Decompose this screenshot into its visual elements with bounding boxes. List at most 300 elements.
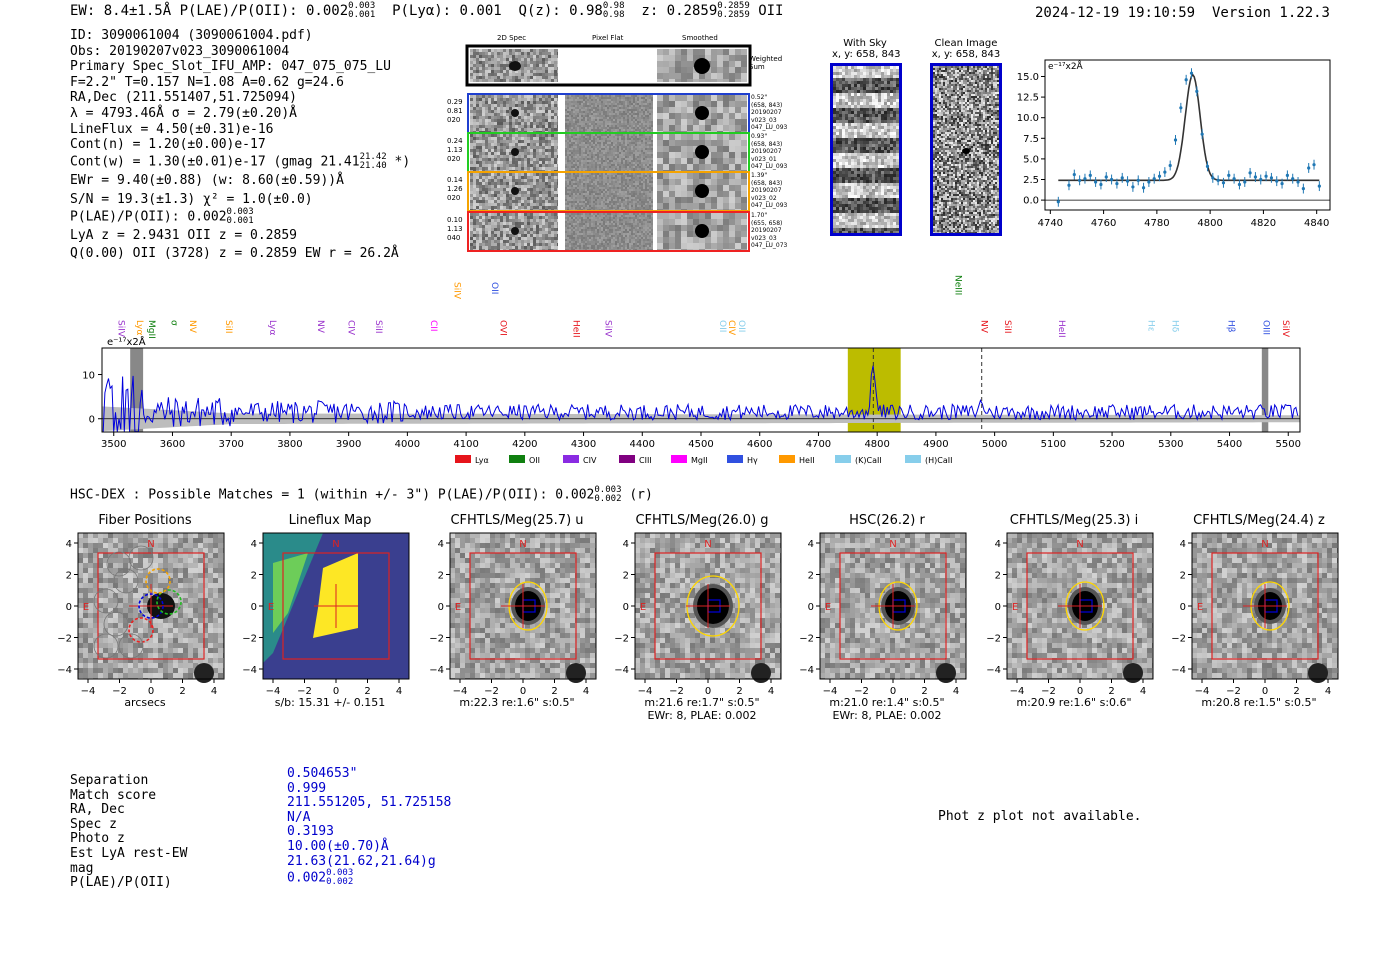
hsc-title-end: (r) bbox=[629, 487, 653, 503]
east-label: E bbox=[267, 602, 275, 613]
cutout-neighbor bbox=[1123, 663, 1143, 683]
stamp-smoothed-source bbox=[695, 224, 709, 238]
info-primary: Primary Spec_Slot_IFU_AMP: 047_075_075_LU bbox=[70, 59, 391, 75]
cutout-title: CFHTLS/Meg(25.3) i bbox=[1009, 513, 1139, 528]
spectrum-xtick-label: 4100 bbox=[453, 439, 479, 450]
cutout-image bbox=[50, 530, 218, 705]
zoom-ytick-label: 2.5 bbox=[1023, 175, 1039, 187]
spectrum-legend-label: MgII bbox=[691, 456, 708, 465]
zoom-data-point bbox=[1190, 72, 1193, 75]
zoom-data-point bbox=[1174, 138, 1177, 141]
match-row-value-text: 10.00(±0.70)Å bbox=[287, 838, 389, 854]
info-contw bbox=[70, 153, 410, 173]
cutout-ytick-label: −2 bbox=[1171, 633, 1186, 645]
spectrum-line-label: HeII bbox=[570, 320, 581, 338]
spectrum-ytick-label: 10 bbox=[82, 370, 95, 382]
stamp-right-value: 0.52" bbox=[751, 94, 768, 101]
zoom-ytick-label: 12.5 bbox=[1016, 92, 1039, 104]
cutout-xtick-label: −4 bbox=[1009, 686, 1025, 697]
spectrum-line-label: Lyα bbox=[134, 320, 145, 336]
spectrum-xtick-label: 3700 bbox=[218, 439, 244, 450]
stamp-right-value: 0.93" bbox=[751, 133, 768, 140]
weighted-smoothed-source bbox=[694, 58, 710, 74]
clean-image-coords: x, y: 658, 843 bbox=[931, 49, 1001, 60]
cutout-image bbox=[979, 530, 1147, 705]
east-label: E bbox=[824, 602, 832, 613]
east-label: E bbox=[82, 602, 90, 613]
spectrum-xtick-label: 5400 bbox=[1216, 439, 1243, 450]
cutout-ytick-label: −4 bbox=[57, 665, 72, 676]
cutout-xtick-label: −2 bbox=[1226, 686, 1241, 697]
zoom-data-point bbox=[1078, 179, 1081, 182]
cutout-caption-line1: m:20.8 re:1.5" s:0.5" bbox=[1201, 696, 1317, 709]
cutout-xtick-label: 0 bbox=[147, 686, 155, 697]
stamp-right-value: v023_02 bbox=[751, 194, 777, 202]
spectrum-legend-label: CIII bbox=[639, 456, 652, 465]
cutout-xtick-label: 0 bbox=[704, 686, 712, 697]
cutout-ytick-label: 2 bbox=[994, 570, 1001, 582]
cutout-xtick-label: 4 bbox=[767, 686, 775, 697]
match-table-values bbox=[287, 767, 451, 887]
spectrum-xtick-label: 4300 bbox=[570, 439, 597, 450]
spectrum-xtick-label: 3600 bbox=[159, 439, 186, 450]
cutout-caption-line1: m:20.9 re:1.6" s:0.6" bbox=[1016, 696, 1132, 709]
match-row-value-text: N/A bbox=[287, 809, 311, 825]
spectrum-line-label: MgII bbox=[145, 320, 156, 339]
zoom-data-point bbox=[1067, 184, 1070, 187]
match-row-value-text: 0.002 bbox=[287, 870, 327, 886]
match-row-value bbox=[287, 869, 451, 887]
cutout-xtick-label: −2 bbox=[112, 686, 127, 697]
info-contw-end: *) bbox=[394, 154, 411, 170]
cutout-xtick-label: 4 bbox=[1139, 686, 1147, 697]
zoom-data-point bbox=[1142, 186, 1145, 189]
match-row-value-text: 21.63(21.62,21.64)g bbox=[287, 853, 436, 869]
info-lya: LyA z = 2.9431 OII z = 0.2859 bbox=[70, 227, 297, 243]
zoom-data-point bbox=[1217, 179, 1220, 182]
cutout-title: Fiber Positions bbox=[98, 513, 192, 528]
stamp-gap bbox=[653, 95, 657, 132]
with-sky-header bbox=[832, 38, 901, 60]
cutout-xtick-label: 0 bbox=[1076, 686, 1084, 697]
spectrum-xtick-label: 4900 bbox=[923, 439, 949, 450]
spectrum-legend-swatch bbox=[905, 455, 921, 463]
cutout-ytick-label: 0 bbox=[1179, 602, 1186, 613]
photz-note: Phot z plot not available. bbox=[938, 809, 1142, 824]
stamp-gap bbox=[560, 173, 565, 210]
spectrum-line-label: OIII bbox=[1260, 320, 1271, 336]
zoom-data-point bbox=[1057, 200, 1060, 203]
cutout-xtick-label: 4 bbox=[582, 686, 590, 697]
north-label: N bbox=[889, 539, 897, 550]
cutout-xtick-label: −4 bbox=[452, 686, 468, 697]
match-row-value-text: 0.999 bbox=[287, 780, 327, 796]
spectrum-xtick-label: 4600 bbox=[746, 439, 773, 450]
cutout-xtick-label: 4 bbox=[952, 686, 960, 697]
stamp-left-value: 1.13 bbox=[447, 225, 463, 233]
spec-stamps-panel bbox=[445, 33, 790, 258]
info-ewr: EWr = 9.40(±0.88) (w: 8.60(±0.59))Å bbox=[70, 172, 344, 188]
match-row-label: Est LyA rest-EW bbox=[70, 845, 188, 861]
cutout-ytick-label: 4 bbox=[807, 539, 814, 550]
zoom-data-point bbox=[1291, 177, 1294, 180]
spectrum-xtick-label: 5000 bbox=[981, 439, 1008, 450]
cutout-ytick-label: −4 bbox=[799, 665, 814, 676]
zoom-data-point bbox=[1110, 178, 1113, 181]
zoom-data-point bbox=[1211, 176, 1214, 179]
spectrum-line-label: SiIV bbox=[602, 320, 613, 338]
match-table-labels bbox=[70, 774, 187, 891]
spectrum-xtick-label: 4800 bbox=[864, 439, 890, 450]
hsc-title bbox=[70, 486, 653, 504]
header-z: z: 0.2859 bbox=[641, 3, 718, 19]
stamp-right-value: 047_LU_093 bbox=[751, 202, 788, 209]
cutout-caption bbox=[617, 696, 787, 722]
stamp-left-value: 1.26 bbox=[447, 185, 463, 193]
header-plae-sup: 0.003 bbox=[348, 1, 376, 11]
spectrum-xtick-label: 3500 bbox=[101, 439, 127, 450]
cutout-ytick-label: 2 bbox=[250, 570, 257, 582]
cutout-xtick-label: −4 bbox=[637, 686, 653, 697]
zoom-data-point bbox=[1312, 163, 1315, 166]
info-id: ID: 3090061004 (3090061004.pdf) bbox=[70, 28, 313, 43]
cutout-neighbor bbox=[1308, 663, 1328, 683]
zoom-data-point bbox=[1259, 178, 1262, 181]
stamp-gap bbox=[653, 213, 657, 250]
header-plae-frac bbox=[348, 2, 375, 20]
zoom-data-point bbox=[1185, 78, 1188, 81]
zoom-data-point bbox=[1206, 165, 1209, 168]
cutout-xtick-label: −4 bbox=[265, 686, 281, 697]
east-label: E bbox=[1196, 602, 1204, 613]
spectrum-legend-label: Hγ bbox=[747, 456, 758, 465]
spectrum-xtick-label: 5300 bbox=[1158, 439, 1184, 450]
cutout-xtick-label: 0 bbox=[1261, 686, 1269, 697]
zoom-data-point bbox=[1201, 133, 1204, 136]
cutout-ytick-label: 4 bbox=[250, 539, 257, 550]
cutout-neighbor bbox=[936, 663, 956, 683]
match-row-label: Photo z bbox=[70, 831, 125, 847]
zoom-ytick-label: 10.0 bbox=[1016, 113, 1039, 125]
cutout-ytick-label: −4 bbox=[429, 665, 444, 676]
cutout-xtick-label: 2 bbox=[551, 686, 558, 697]
stamp-right-value: 1.39" bbox=[751, 172, 768, 179]
zoom-data-point bbox=[1280, 182, 1283, 185]
cutout-ytick-label: −2 bbox=[799, 633, 814, 645]
stamp-row-right-label bbox=[751, 172, 787, 210]
stamp-2dspec-source bbox=[511, 109, 519, 117]
stamp-right-value: 047_LU_093 bbox=[751, 163, 788, 170]
cutout-caption bbox=[1174, 696, 1344, 709]
stamp-right-value: 20190207 bbox=[751, 227, 782, 234]
cutout-neighbor bbox=[751, 663, 771, 683]
stamp-col-title-pixflat: Pixel Flat bbox=[592, 34, 624, 42]
stamp-right-value: 20190207 bbox=[751, 148, 782, 155]
cutout-caption-line1: m:22.3 re:1.6" s:0.5" bbox=[459, 696, 575, 709]
spectrum-line-label: CIV bbox=[726, 320, 737, 336]
with-sky-image bbox=[830, 63, 902, 236]
cutout-xtick-label: 2 bbox=[736, 686, 743, 697]
spectrum-line-label: CII bbox=[427, 320, 438, 332]
info-contw-sup: 21.42 bbox=[359, 151, 387, 162]
spectrum-legend-swatch bbox=[563, 455, 579, 463]
spectrum-line-label: Lyα bbox=[266, 320, 277, 336]
spectrum-line-label: OVI bbox=[497, 320, 508, 336]
stamp-right-value: 1.70" bbox=[751, 212, 768, 219]
cutout-xtick-label: 2 bbox=[1108, 686, 1115, 697]
stamp-pixflat bbox=[565, 213, 653, 250]
cutout-ytick-label: −2 bbox=[57, 633, 72, 645]
header-timestamp: 2024-12-19 19:10:59 bbox=[1034, 5, 1196, 21]
spectrum-legend-swatch bbox=[671, 455, 687, 463]
match-row-value bbox=[287, 796, 451, 811]
zoom-data-point bbox=[1169, 164, 1172, 167]
header-timestamp-block bbox=[1035, 5, 1330, 21]
zoom-data-point bbox=[1153, 177, 1156, 180]
zoom-ytick-label: 5.0 bbox=[1023, 154, 1039, 166]
info-contw-frac bbox=[360, 153, 387, 171]
zoom-data-point bbox=[1286, 174, 1289, 177]
header-z-line: OII bbox=[758, 3, 784, 19]
spectrum-legend-label: (H)CaII bbox=[925, 456, 953, 465]
cutout-ytick-label: −4 bbox=[614, 665, 629, 676]
cutout-title: CFHTLS/Meg(25.7) u bbox=[450, 513, 584, 528]
stamp-left-value: 040 bbox=[447, 234, 461, 242]
cutout-ytick-label: 4 bbox=[437, 539, 444, 550]
cutout-ytick-label: −2 bbox=[429, 633, 444, 645]
cutout-ytick-label: 2 bbox=[65, 570, 72, 582]
cutout-xtick-label: 2 bbox=[1293, 686, 1300, 697]
with-sky-coords: x, y: 658, 843 bbox=[832, 49, 901, 60]
zoom-data-point bbox=[1222, 181, 1225, 184]
stamp-smoothed-source bbox=[695, 145, 709, 159]
zoom-data-point bbox=[1227, 174, 1230, 177]
spectrum-line-label: NeIII bbox=[952, 275, 963, 296]
stamp-row-right-label bbox=[751, 94, 787, 132]
info-contn: Cont(n) = 1.20(±0.00)e-17 bbox=[70, 137, 266, 153]
cutout-xtick-label: −2 bbox=[484, 686, 499, 697]
cutout-xtick-label: 2 bbox=[364, 686, 371, 697]
zoom-ytick-label: 0.0 bbox=[1023, 195, 1039, 207]
match-plae-sup: 0.003 bbox=[326, 868, 354, 879]
cutout-xtick-label: 4 bbox=[210, 686, 218, 697]
info-obs: Obs: 20190207v023_3090061004 bbox=[70, 43, 290, 59]
cutout-xtick-label: −2 bbox=[669, 686, 684, 697]
spectrum-line-label: σ bbox=[168, 320, 179, 326]
stamp-row-left-label bbox=[447, 176, 463, 203]
stamp-right-value: (658, 843) bbox=[751, 140, 783, 148]
zoom-data-point bbox=[1238, 183, 1241, 186]
cutout-xtick-label: −2 bbox=[1041, 686, 1056, 697]
zoom-data-point bbox=[1158, 175, 1161, 178]
zoom-data-point bbox=[1073, 173, 1076, 176]
cutout-ytick-label: 2 bbox=[437, 570, 444, 582]
cutout-caption bbox=[245, 696, 415, 709]
spectrum-ytick-label: 0 bbox=[88, 414, 95, 426]
cutout-ytick-label: 4 bbox=[994, 539, 1001, 550]
north-label: N bbox=[147, 539, 155, 550]
header-qz-sup: 0.98 bbox=[602, 1, 625, 11]
cutout-ytick-label: −4 bbox=[1171, 665, 1186, 676]
north-label: N bbox=[1261, 539, 1269, 550]
cutout-xtick-label: 2 bbox=[179, 686, 186, 697]
stamp-right-value: 047_LU_073 bbox=[751, 242, 788, 249]
stamp-left-value: 1.13 bbox=[447, 146, 463, 154]
zoom-data-point bbox=[1248, 171, 1251, 174]
hsc-title-frac bbox=[594, 486, 621, 504]
cutout-xtick-label: −4 bbox=[822, 686, 838, 697]
spectrum-xtick-label: 5200 bbox=[1099, 439, 1125, 450]
spectrum-line-label: SiIV bbox=[115, 320, 126, 338]
spectrum-legend-swatch bbox=[779, 455, 795, 463]
spectrum-xtick-label: 4200 bbox=[512, 439, 538, 450]
header-plae-sub: 0.001 bbox=[348, 10, 376, 20]
cutout-image bbox=[792, 530, 960, 705]
zoom-line-chart bbox=[1010, 55, 1340, 235]
cutout-xtick-label: −4 bbox=[80, 686, 96, 697]
stamp-left-value: 0.81 bbox=[447, 107, 463, 115]
stamp-col-title-2dspec: 2D Spec bbox=[497, 34, 527, 42]
stamp-row-left-label bbox=[447, 98, 463, 125]
spectrum-line-label: SiIV bbox=[1279, 320, 1290, 338]
hsc-title-text: HSC-DEX : Possible Matches = 1 (within +/- 3") P(LAE)/P(OII): 0.002 bbox=[70, 487, 595, 503]
cutout-caption bbox=[432, 696, 602, 709]
spectrum-line-label: SiII bbox=[1002, 320, 1013, 334]
spectrum-line-label: OII bbox=[716, 320, 727, 333]
match-row-value bbox=[287, 782, 451, 797]
match-row-value-text: 0.504653" bbox=[287, 766, 358, 781]
cutout-xtick-label: −2 bbox=[297, 686, 312, 697]
cutout-caption-line2: EWr: 8, PLAE: 0.002 bbox=[832, 709, 942, 722]
stamp-smoothed-source bbox=[695, 106, 709, 120]
match-row-label: Spec z bbox=[70, 816, 117, 832]
cutout-caption-line1: m:21.6 re:1.7" s:0.5" bbox=[644, 696, 760, 709]
spectrum-line-label: HeII bbox=[1056, 320, 1067, 338]
stamp-pixflat bbox=[565, 173, 653, 210]
stamp-col-title-smoothed: Smoothed bbox=[682, 34, 718, 42]
stamp-2dspec-source bbox=[511, 148, 519, 156]
stamp-left-value: 0.29 bbox=[447, 98, 463, 106]
zoom-ytick-label: 7.5 bbox=[1023, 133, 1039, 145]
cutout-caption-line1: m:21.0 re:1.4" s:0.5" bbox=[829, 696, 945, 709]
zoom-data-point bbox=[1083, 177, 1086, 180]
north-label: N bbox=[519, 539, 527, 550]
spectrum-xtick-label: 5100 bbox=[1040, 439, 1067, 450]
info-q: Q(0.00) OII (3728) z = 0.2859 EW r = 26.2Å bbox=[70, 245, 399, 261]
cutout-caption-line1: s/b: 15.31 +/- 0.151 bbox=[274, 696, 386, 709]
info-plae-frac bbox=[227, 208, 254, 226]
zoom-data-point bbox=[1275, 180, 1278, 183]
cutout-ytick-label: 0 bbox=[437, 602, 444, 613]
stamp-right-value: (658, 843) bbox=[751, 101, 783, 109]
stamp-gap bbox=[560, 95, 565, 132]
spectrum-line-label: OII bbox=[736, 320, 747, 333]
cutout-caption-line1: arcsecs bbox=[124, 696, 166, 709]
spectrum-legend-label: HeII bbox=[799, 456, 815, 465]
spectrum-line-label: CIV bbox=[345, 320, 356, 336]
north-label: N bbox=[1076, 539, 1084, 550]
zoom-data-point bbox=[1147, 180, 1150, 183]
info-sn: S/N = 19.3(±1.3) χ² = 1.0(±0.0) bbox=[70, 192, 313, 208]
cutout-xtick-label: 4 bbox=[395, 686, 403, 697]
spectrum-legend-swatch bbox=[619, 455, 635, 463]
header-qz-sub: 0.98 bbox=[602, 10, 625, 20]
stamp-weighted-label: Weighted Sum bbox=[749, 55, 783, 71]
stamp-gap bbox=[560, 134, 565, 171]
zoom-data-point bbox=[1115, 182, 1118, 185]
zoom-data-point bbox=[1264, 175, 1267, 178]
cutout-xtick-label: 4 bbox=[1324, 686, 1332, 697]
spectrum-line-label: Hδ bbox=[1169, 320, 1180, 333]
stamp-row-right-label bbox=[751, 133, 787, 171]
spectrum-line-label: NV bbox=[978, 320, 989, 333]
zoom-data-point bbox=[1121, 176, 1124, 179]
stamp-gap bbox=[653, 173, 657, 210]
spectrum-xtick-label: 3800 bbox=[277, 439, 303, 450]
spectrum-line-label: Hε bbox=[1145, 320, 1156, 332]
header-z-sub: 0.2859 bbox=[717, 10, 750, 20]
full-spectrum-chart bbox=[60, 270, 1330, 465]
match-row-label: P(LAE)/P(OII) bbox=[70, 875, 172, 891]
cutout-ytick-label: −4 bbox=[986, 665, 1001, 676]
header-qz: Q(z): 0.98 bbox=[518, 3, 603, 19]
spectrum-legend-swatch bbox=[509, 455, 525, 463]
cutout-ytick-label: 0 bbox=[65, 602, 72, 613]
stamp-row-right-label bbox=[751, 212, 787, 250]
spec-stamps-svg bbox=[445, 33, 790, 258]
cutout-ytick-label: 0 bbox=[622, 602, 629, 613]
cutout-xtick-label: −4 bbox=[1194, 686, 1210, 697]
stamp-right-value: 047_LU_093 bbox=[751, 124, 788, 131]
cutout-title: CFHTLS/Meg(26.0) g bbox=[635, 513, 769, 528]
spectrum-line-label: OII bbox=[488, 282, 499, 295]
cutout-ytick-label: 4 bbox=[622, 539, 629, 550]
zoom-data-point bbox=[1307, 166, 1310, 169]
north-label: N bbox=[704, 539, 712, 550]
spectrum-xtick-label: 4400 bbox=[629, 439, 656, 450]
stamp-gap bbox=[653, 134, 657, 171]
match-row-label: Separation bbox=[70, 773, 149, 788]
zoom-ytick-label: 15.0 bbox=[1016, 71, 1039, 83]
header-qz-frac bbox=[603, 2, 625, 20]
spectrum-line-label: NV bbox=[187, 320, 198, 333]
info-plae-text: P(LAE)/P(OII): 0.002 bbox=[70, 209, 227, 225]
zoom-xtick-label: 4760 bbox=[1090, 218, 1117, 229]
match-row-value bbox=[287, 855, 451, 870]
stamp-left-value: 0.14 bbox=[447, 176, 463, 184]
with-sky-title: With Sky bbox=[843, 38, 887, 49]
cutout-neighbor bbox=[194, 663, 214, 683]
zoom-data-point bbox=[1254, 175, 1257, 178]
spectrum-legend-label: Lyα bbox=[475, 456, 489, 465]
zoom-data-point bbox=[1089, 174, 1092, 177]
spectrum-legend-swatch bbox=[835, 455, 851, 463]
info-radec: RA,Dec (211.551407,51.725094) bbox=[70, 90, 297, 106]
stamp-row-left-label bbox=[447, 137, 463, 164]
stamp-pixflat bbox=[565, 95, 653, 132]
spectrum-xtick-label: 3900 bbox=[335, 439, 362, 450]
spectrum-unit-label: e⁻¹⁷x2Å bbox=[107, 337, 146, 348]
header-summary bbox=[70, 2, 784, 20]
match-row-value-text: 211.551205, 51.725158 bbox=[287, 795, 452, 811]
spectrum-line-label: SiII bbox=[373, 320, 384, 334]
match-plae-frac bbox=[326, 869, 353, 887]
match-row-label: RA, Dec bbox=[70, 802, 125, 818]
info-lambda: λ = 4793.46Å σ = 2.79(±0.20)Å bbox=[70, 105, 297, 121]
info-plae bbox=[70, 208, 410, 228]
north-label: N bbox=[332, 539, 340, 550]
zoom-xtick-label: 4740 bbox=[1037, 218, 1064, 229]
